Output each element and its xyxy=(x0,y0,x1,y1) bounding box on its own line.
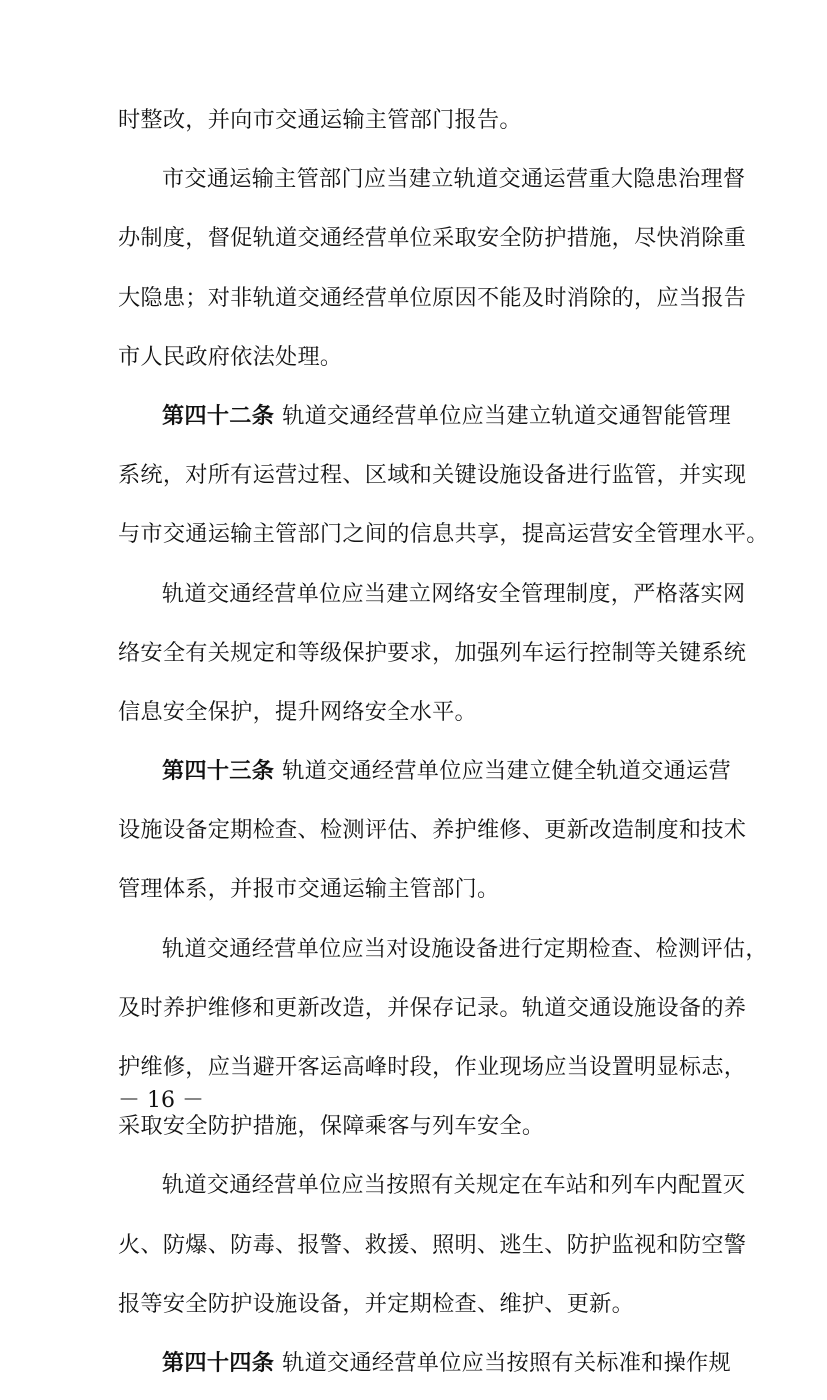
line-text: 及时养护维修和更新改造，并保存记录。轨道交通设施设备的养 xyxy=(118,994,747,1021)
paragraph-first-line xyxy=(118,1163,746,1222)
paragraph-last-line xyxy=(118,867,718,926)
line-text: 设施设备定期检查、检测评估、养护维修、更新改造制度和技术 xyxy=(118,817,747,844)
line-text: 大隐患；对非轨道交通经营单位原因不能及时消除的，应当报告 xyxy=(118,284,747,311)
line-text: 轨道交通经营单位应当对设施设备进行定期检查、检测评估， xyxy=(162,935,768,962)
line-text: 信息安全保护，提升网络安全水平。 xyxy=(118,698,477,725)
line-text: 报等安全防护设施设备，并定期检查、维护、更新。 xyxy=(118,1290,635,1317)
paragraph-first-line xyxy=(118,927,768,986)
line-text: 轨道交通经营单位应当建立网络安全管理制度，严格落实网 xyxy=(162,580,746,607)
paragraph-last-line xyxy=(118,690,718,749)
line-text: 系统，对所有运营过程、区域和关键设施设备进行监管，并实现 xyxy=(118,462,747,489)
article-heading: 第四十二条 xyxy=(162,402,275,429)
article-heading: 第四十三条 xyxy=(162,758,275,785)
paragraph-line xyxy=(118,216,747,275)
line-text: 络安全有关规定和等级保护要求，加强列车运行控制等关键系统 xyxy=(118,639,747,666)
article-44-first-line xyxy=(118,1341,731,1400)
paragraph-line xyxy=(118,631,747,690)
article-42-first-line xyxy=(118,394,731,453)
line-text: 市人民政府依法处理。 xyxy=(118,343,343,370)
paragraph-first-line xyxy=(118,572,746,631)
paragraph-last-line xyxy=(118,1282,718,1341)
paragraph-line xyxy=(118,453,747,512)
paragraph-line xyxy=(118,276,747,335)
line-text: 轨道交通经营单位应当建立轨道交通智能管理 xyxy=(282,402,731,429)
page-number: － 16 － xyxy=(118,1088,204,1113)
line-text: 护维修，应当避开客运高峰时段，作业现场应当设置明显标志， xyxy=(118,1054,747,1080)
paragraph-line xyxy=(118,1045,747,1104)
paragraph-last-line xyxy=(118,512,769,571)
line-text: 轨道交通经营单位应当按照有关标准和操作规 xyxy=(282,1349,731,1376)
line-text: 火、防爆、防毒、报警、救援、照明、逃生、防护监视和防空警 xyxy=(118,1231,747,1258)
paragraph-continuation-line xyxy=(118,98,718,157)
body-text xyxy=(118,98,769,1400)
paragraph-last-line xyxy=(118,335,718,394)
line-text: 市交通运输主管部门应当建立轨道交通运营重大隐患治理督 xyxy=(162,166,746,193)
paragraph-line xyxy=(118,1223,747,1282)
paragraph-line xyxy=(118,808,747,867)
line-text: 时整改，并向市交通运输主管部门报告。 xyxy=(118,107,522,133)
line-text: 轨道交通经营单位应当建立健全轨道交通运营 xyxy=(282,758,731,785)
paragraph-last-line xyxy=(118,1104,718,1163)
paragraph-line xyxy=(118,986,747,1045)
line-text: 与市交通运输主管部门之间的信息共享，提高运营安全管理水平。 xyxy=(118,521,769,548)
line-text: 采取安全防护措施，保障乘客与列车安全。 xyxy=(118,1113,545,1140)
paragraph-first-line xyxy=(118,157,746,216)
line-text: 管理体系，并报市交通运输主管部门。 xyxy=(118,876,500,903)
article-43-first-line xyxy=(118,749,731,808)
line-text: 轨道交通经营单位应当按照有关规定在车站和列车内配置灭 xyxy=(162,1172,746,1199)
line-text: 办制度，督促轨道交通经营单位采取安全防护措施，尽快消除重 xyxy=(118,225,747,252)
article-heading: 第四十四条 xyxy=(162,1349,275,1376)
